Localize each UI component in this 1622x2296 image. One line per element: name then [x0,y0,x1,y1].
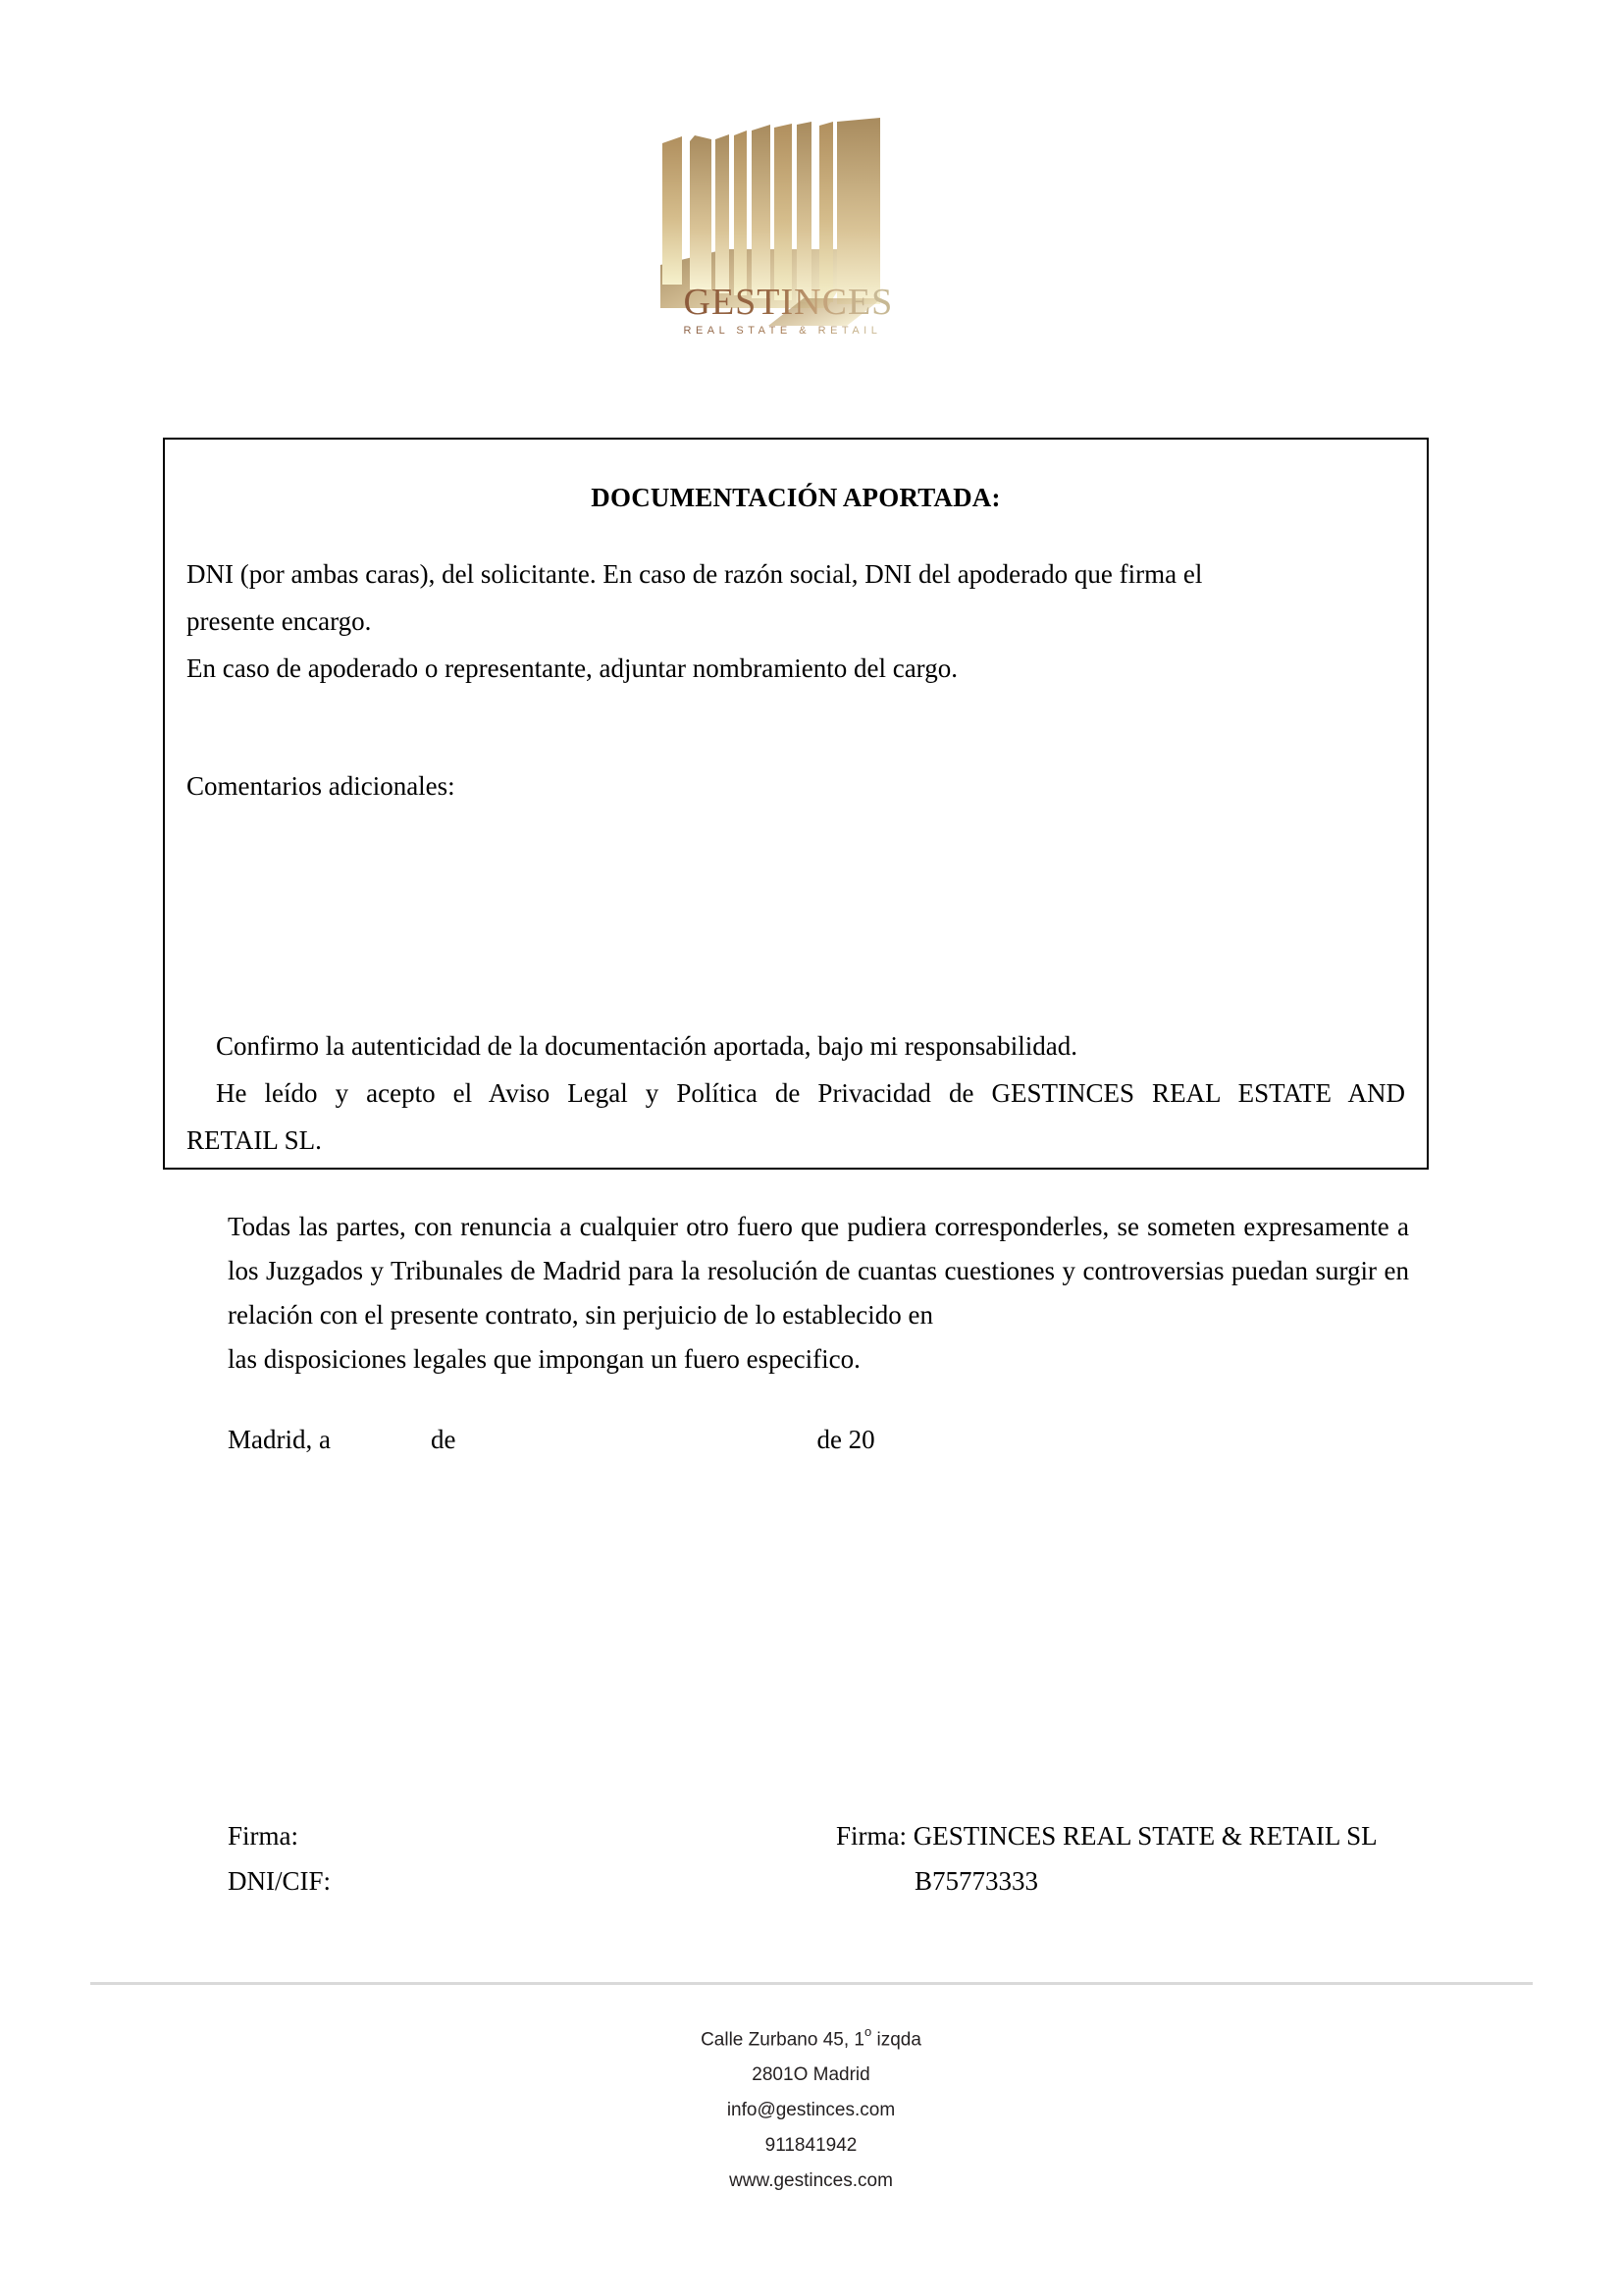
footer-phone[interactable]: 911841942 [764,2135,858,2157]
date-month-connector: de [430,1425,456,1454]
footer-website[interactable]: www.gestinces.com [729,2170,893,2192]
page-title: DOCUMENTACIÓN APORTADA: [591,483,1001,512]
logo-graphic [654,116,968,361]
date-city-label: Madrid, a [228,1425,331,1454]
logo-wordmark [684,281,939,337]
jurisdiction-line-2: expresamente a los Juzgados y Tribunales de Madrid para la resolución de cuantas cuestiones y [228,1212,1410,1285]
signature-row-firma [228,1813,1444,1858]
required-documents-line-3: En caso de apoderado o representante, adjuntar nombramiento del cargo. [186,653,958,683]
jurisdiction-line-1: Todas las partes, con renuncia a cualquier otro fuero que pudiera corresponderles, se someten [228,1212,1236,1241]
signature-block [228,1813,1444,1904]
footer-divider [90,1982,1533,1985]
documentation-box [163,438,1429,1170]
client-dni-label: DNI/CIF: [228,1866,332,1896]
confirmation-line-2: He leído y acepto el Aviso Legal y Política de Privacidad de GESTINCES REAL ESTATE AND [216,1078,1405,1108]
footer-email[interactable]: info@gestinces.com [726,2100,896,2121]
confirmation-line-3: RETAIL SL. [186,1125,322,1155]
page-footer [0,2016,1622,2199]
logo-tagline: REAL STATE & RETAIL [684,325,939,337]
client-signature-label: Firma: [228,1821,298,1851]
company-signature-label: Firma: GESTINCES REAL STATE & RETAIL SL [836,1821,1378,1851]
date-year-connector: de 20 [816,1425,875,1454]
footer-address [0,2016,1622,2058]
required-documents-line-1: DNI (por ambas caras), del solicitante. En caso de razón social, DNI del apoderado que firma el [186,559,1203,589]
jurisdiction-line-3: controversias puedan surgir en relación con el presente contrato, sin perjuicio de lo establecido en [228,1256,1410,1330]
additional-comments-label: Comentarios adicionales: [186,771,455,801]
footer-city: 2801O Madrid [752,2064,870,2086]
jurisdiction-line-4: las disposiciones legales que impongan un fuero especifico. [228,1344,861,1374]
required-documents-paragraph [186,550,1405,692]
signature-row-dni [228,1858,1444,1904]
footer-address-ordinal: o [863,2024,872,2039]
jurisdiction-paragraph [228,1205,1409,1382]
confirmation-line-1: Confirmo la autenticidad de la documentación aportada, bajo mi responsabilidad. [216,1031,1077,1061]
footer-address-door: izqda [871,2029,921,2051]
required-documents-line-2: presente encargo. [186,606,372,636]
documentation-box-content [186,440,1405,1168]
company-logo [0,116,1622,371]
date-line [228,1425,1409,1455]
logo-name: GESTINCES [684,281,939,324]
company-cif-value: B75773333 [915,1866,1039,1896]
footer-address-street: Calle Zurbano 45, 1 [701,2029,864,2051]
confirmation-paragraph [186,1022,1405,1164]
